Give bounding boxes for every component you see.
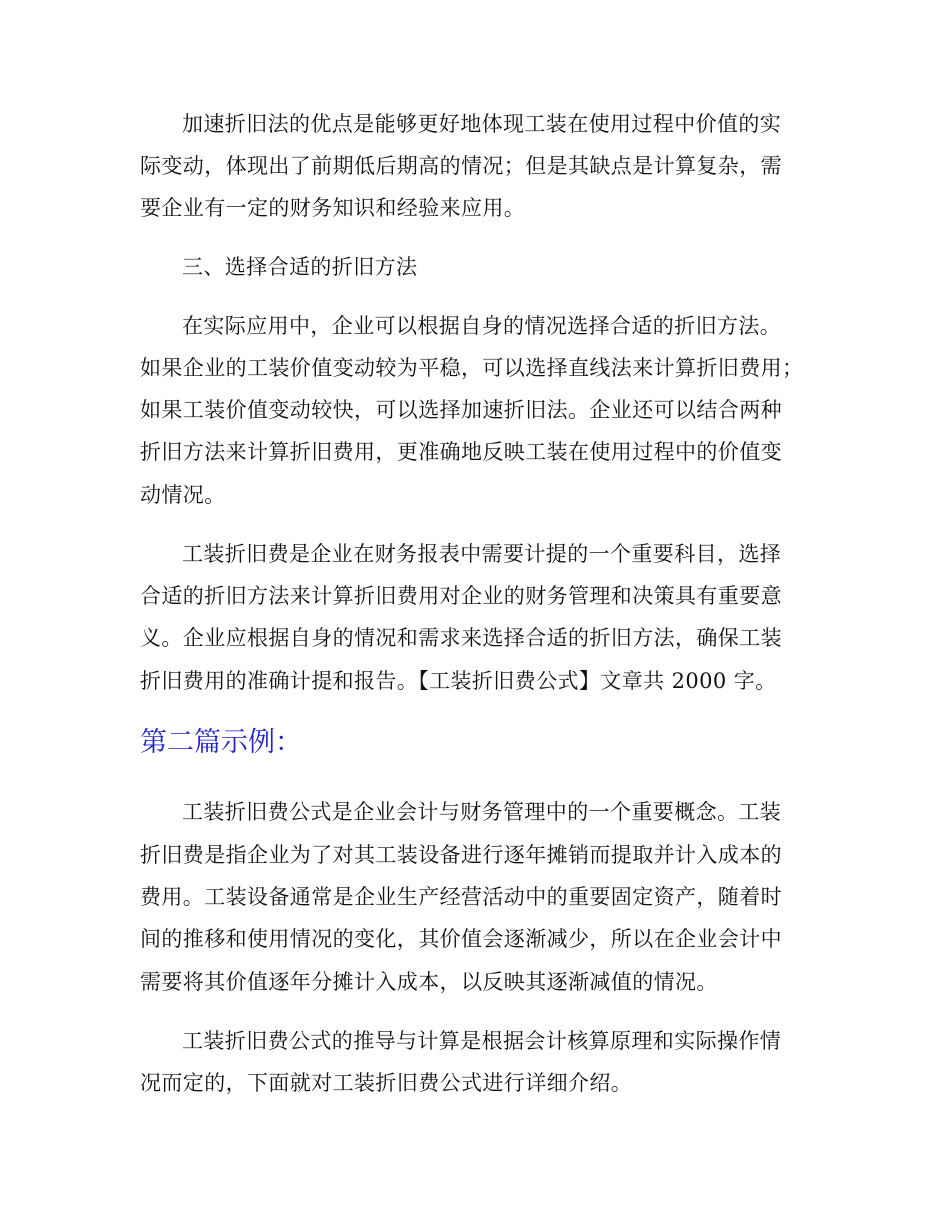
paragraph-line: 折旧费用的准确计提和报告。【工装折旧费公式】文章共 2000 字。 bbox=[140, 669, 777, 693]
paragraph-line: 工装折旧费公式的推导与计算是根据会计核算原理和实际操作情 bbox=[182, 1029, 782, 1053]
section-title: 三、选择合适的折旧方法 bbox=[182, 255, 418, 279]
paragraph-line: 合适的折旧方法来计算折旧费用对企业的财务管理和决策具有重要意 bbox=[140, 584, 782, 608]
paragraph-line: 如果工装价值变动较快，可以选择加速折旧法。企业还可以结合两种 bbox=[140, 398, 782, 422]
paragraph-line: 况而定的，下面就对工装折旧费公式进行详细介绍。 bbox=[140, 1071, 633, 1095]
paragraph-line: 动情况。 bbox=[140, 483, 226, 507]
paragraph-line: 在实际应用中，企业可以根据自身的情况选择合适的折旧方法。 bbox=[182, 314, 782, 338]
paragraph-line: 折旧方法来计算折旧费用，更准确地反映工装在使用过程中的价值变 bbox=[140, 440, 782, 464]
paragraph-line: 折旧费是指企业为了对其工装设备进行逐年摊销而提取并计入成本的 bbox=[140, 843, 782, 867]
section-heading: 第二篇示例： bbox=[140, 727, 302, 758]
paragraph-line: 际变动，体现出了前期低后期高的情况；但是其缺点是计算复杂，需 bbox=[140, 154, 782, 178]
paragraph-line: 加速折旧法的优点是能够更好地体现工装在使用过程中价值的实 bbox=[182, 112, 782, 136]
paragraph-line: 工装折旧费是企业在财务报表中需要计提的一个重要科目，选择 bbox=[182, 542, 782, 566]
paragraph-line: 义。企业应根据自身的情况和需求来选择合适的折旧方法，确保工装 bbox=[140, 626, 782, 650]
paragraph-line: 费用。工装设备通常是企业生产经营活动中的重要固定资产，随着时 bbox=[140, 885, 782, 909]
paragraph-line: 间的推移和使用情况的变化，其价值会逐渐减少，所以在企业会计中 bbox=[140, 927, 782, 951]
paragraph-line: 工装折旧费公式是企业会计与财务管理中的一个重要概念。工装 bbox=[182, 800, 782, 824]
paragraph-line: 要企业有一定的财务知识和经验来应用。 bbox=[140, 196, 526, 220]
paragraph-line: 需要将其价值逐年分摊计入成本，以反映其逐渐减值的情况。 bbox=[140, 970, 718, 994]
paragraph-line: 如果企业的工装价值变动较为平稳，可以选择直线法来计算折旧费用； bbox=[140, 356, 804, 380]
